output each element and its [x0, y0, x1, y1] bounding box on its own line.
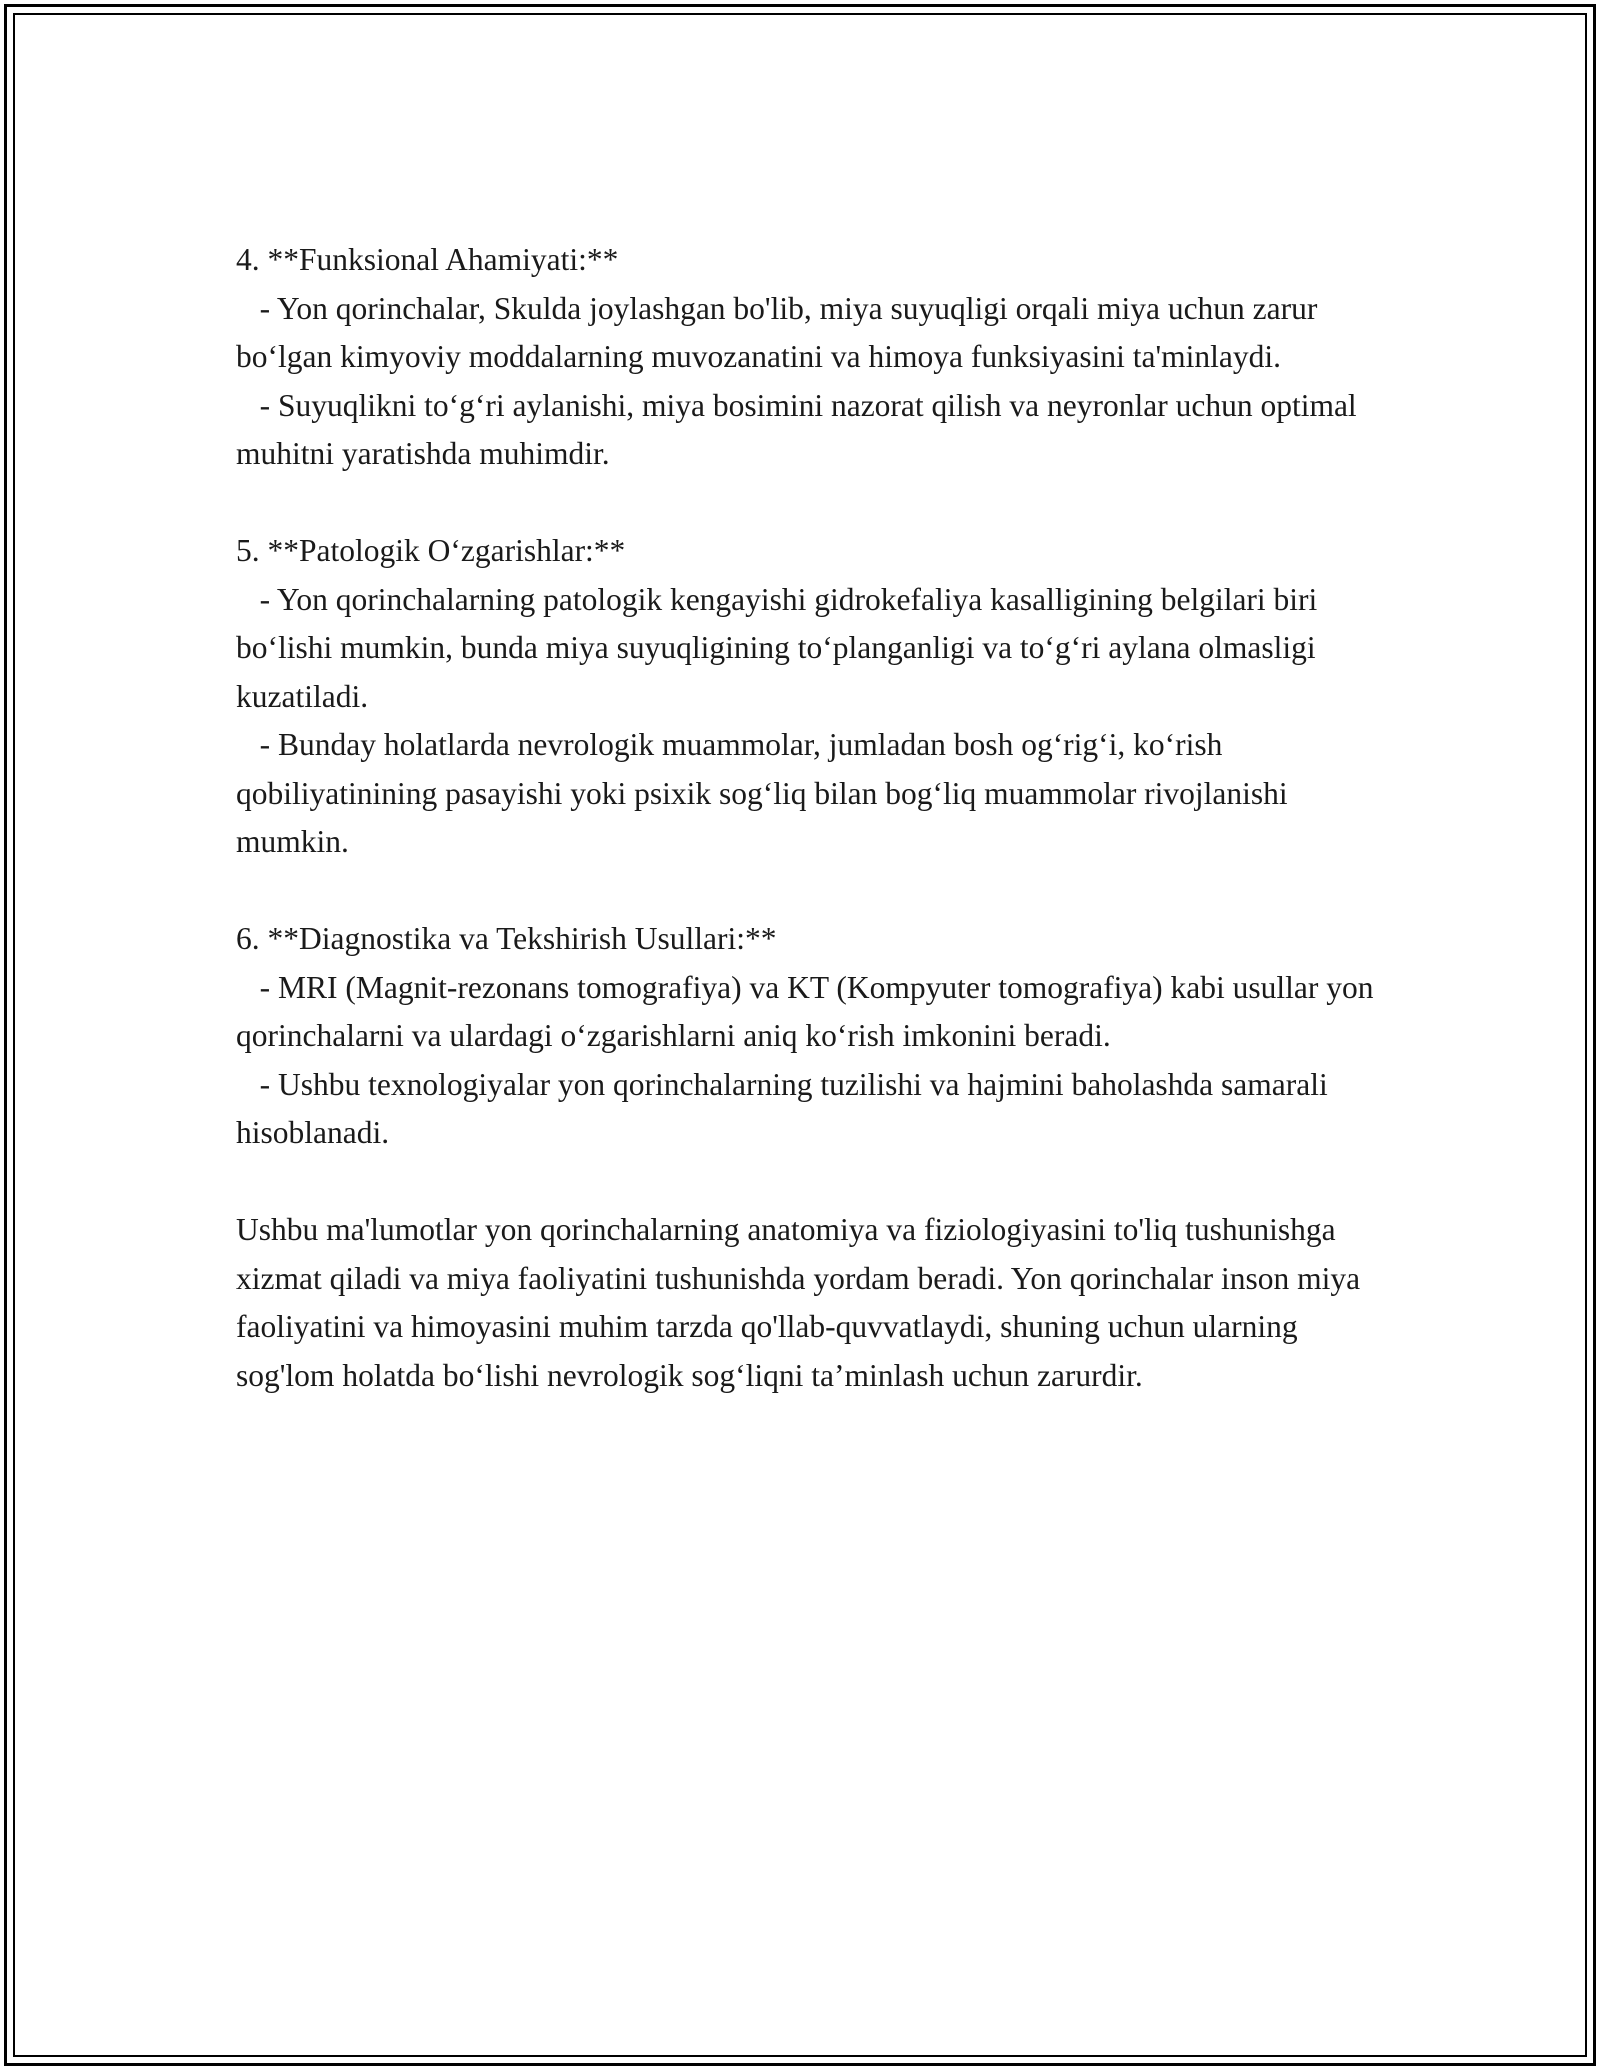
- section-heading: 6. **Diagnostika va Tekshirish Usullari:**: [236, 921, 777, 956]
- paragraph-spacer: [236, 1158, 1376, 1207]
- section-pathological-changes: [236, 527, 1376, 867]
- document-body: [236, 236, 1382, 1400]
- section-bullet: - Suyuqlikni to‘g‘ri aylanishi, miya bosimini nazorat qilish va neyronlar uchun optimal muhitni yaratishda muhimdir.: [236, 387, 1365, 471]
- section-functional-significance: [236, 236, 1376, 479]
- section-bullet: - Yon qorinchalar, Skulda joylashgan bo'lib, miya suyuqligi orqali miya uchun zarur bo‘lgan kimyoviy moddalarning muvozanatini va himoya funksiyasini ta'minlaydi.: [236, 290, 1326, 374]
- section-diagnostics: [236, 915, 1382, 1158]
- conclusion-paragraph: Ushbu ma'lumotlar yon qorinchalarning anatomiya va fiziologiyasini to'liq tushunishga xizmat qiladi va miya faoliyatini tushunishda yordam beradi. Yon qorinchalar inson miya faoliyatini va himoyasini muhim tarzda qo'llab-quvvatlaydi, shuning uchun ularning sog'lom holatda bo‘lishi nevrologik sog‘liqni ta’minlash uchun zarurdir.: [236, 1212, 1369, 1393]
- section-heading: 5. **Patologik O‘zgarishlar:**: [236, 533, 626, 568]
- section-heading: 4. **Funksional Ahamiyati:**: [236, 242, 619, 277]
- section-bullet: - MRI (Magnit-rezonans tomografiya) va KT (Kompyuter tomografiya) kabi usullar yon qorinchalarni va ulardagi o‘zgarishlarni aniq ko‘rish imkonini beradi.: [236, 969, 1382, 1053]
- section-bullet: - Ushbu texnologiyalar yon qorinchalarning tuzilishi va hajmini baholashda samarali hisoblanadi.: [236, 1066, 1336, 1150]
- paragraph-spacer: [236, 479, 1376, 528]
- paragraph-spacer: [236, 867, 1376, 916]
- section-bullet: - Bunday holatlarda nevrologik muammolar, jumladan bosh og‘rig‘i, ko‘rish qobiliyatinining pasayishi yoki psixik sog‘liq bilan bog‘liq muammolar rivojlanishi mumkin.: [236, 727, 1296, 859]
- section-bullet: - Yon qorinchalarning patologik kengayishi gidrokefaliya kasalligining belgilari biri bo‘lishi mumkin, bunda miya suyuqligining to‘planganligi va to‘g‘ri aylana olmasligi kuzatiladi.: [236, 581, 1326, 714]
